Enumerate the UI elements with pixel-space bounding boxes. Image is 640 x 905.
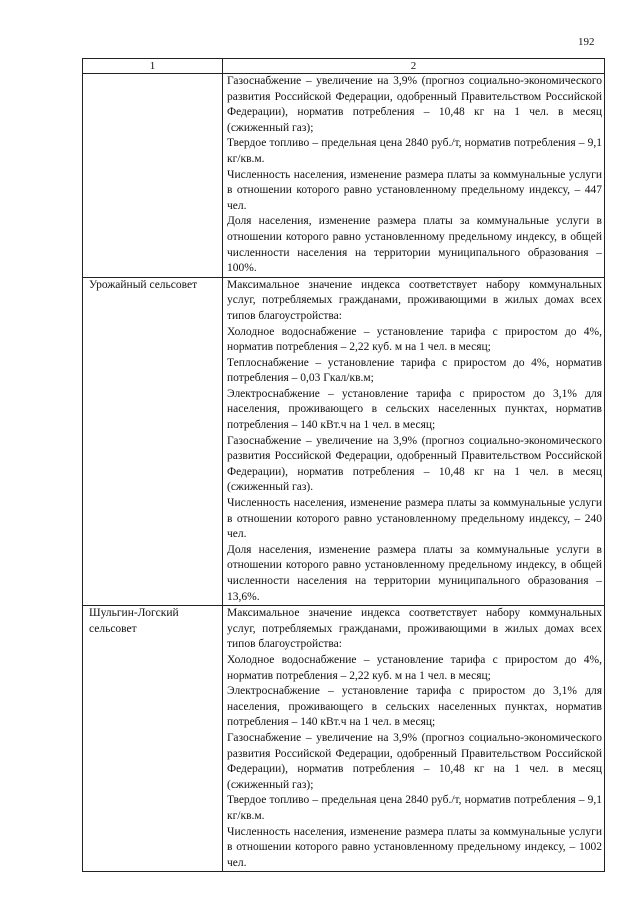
header-col-1: 1 [83, 59, 223, 74]
paragraph: Газоснабжение – увеличение на 3,9% (прогноз социально-экономического развития Российской Федерации, одобренный Правительством Российской Федерации), норматив потребления – 10,48 кг на 1 чел. в месяц (сжиженный газ); [227, 731, 602, 791]
paragraph: Электроснабжение – установление тарифа с приростом до 3,1% для населения, проживающего в сельских населенных пунктах, норматив потребления – 140 кВт.ч на 1 чел. в месяц; [227, 685, 602, 729]
paragraph: Газоснабжение – увеличение на 3,9% (прогноз социально-экономического развития Российской Федерации, одобренный Правительством Российской Федерации), норматив потребления – 10,48 кг на 1 чел. в месяц (сжиженный газ). [227, 434, 602, 494]
paragraph: Холодное водоснабжение – установление тарифа с приростом до 4%, норматив потребления – 2,22 куб. м на 1 чел. в месяц; [227, 653, 602, 682]
paragraph: Электроснабжение – установление тарифа с приростом до 3,1% для населения, проживающего в сельских населенных пунктах, норматив потребления – 140 кВт.ч на 1 чел. в месяц; [227, 387, 602, 432]
paragraph: Холодное водоснабжение – установление тарифа с приростом до 4%, норматив потребления – 2,22 куб. м на 1 чел. в месяц; [227, 325, 602, 354]
table-row [83, 74, 605, 278]
header-col-2: 2 [223, 59, 605, 74]
paragraph: Твердое топливо – предельная цена 2840 руб./т, норматив потребления – 9,1 кг/кв.м. [227, 794, 602, 822]
table-header-row [83, 59, 605, 74]
row-description [223, 606, 605, 872]
paragraph: Численность населения, изменение размера платы за коммунальные услуги в отношении которого равно установленному предельному индексу, – 240 чел. [227, 497, 602, 541]
table-row [83, 277, 605, 605]
paragraph: Максимальное значение индекса соответствует набору коммунальных услуг, потребляемых гражданами, проживающими в жилых домах всех типов благоустройства: [227, 607, 602, 651]
paragraph: Твердое топливо – предельная цена 2840 руб./т, норматив потребления – 9,1 кг/кв.м. [227, 137, 602, 165]
paragraph: Доля населения, изменение размера платы за коммунальные услуги в отношении которого равно установленному предельному индексу, в общей численности населения на территории муниципального образования – 13,6%. [227, 543, 602, 603]
municipality-name: Шульгин-Логский сельсовет [83, 606, 223, 872]
row-description [223, 74, 605, 278]
municipality-name [83, 74, 223, 278]
row-description [223, 277, 605, 605]
municipality-name: Урожайный сельсовет [83, 277, 223, 605]
table-row [83, 606, 605, 872]
paragraph: Численность населения, изменение размера платы за коммунальные услуги в отношении которого равно установленному предельному индексу, – 447 чел. [227, 168, 602, 212]
paragraph: Теплоснабжение – установление тарифа с приростом до 4%, норматив потребления – 0,03 Гкал/кв.м; [227, 356, 602, 385]
index-table [82, 58, 605, 872]
paragraph: Численность населения, изменение размера платы за коммунальные услуги в отношении которого равно установленному предельному индексу, – 1002 чел. [227, 825, 602, 869]
paragraph: Доля населения, изменение размера платы за коммунальные услуги в отношении которого равно установленному предельному индексу, в общей численности населения на территории муниципального образования – 100%. [227, 215, 602, 275]
paragraph: Газоснабжение – увеличение на 3,9% (прогноз социально-экономического развития Российской Федерации, одобренный Правительством Российской Федерации), норматив потребления – 10,48 кг на 1 чел. в месяц (сжиженный газ); [227, 75, 602, 134]
page-number: 192 [578, 36, 595, 48]
paragraph: Максимальное значение индекса соответствует набору коммунальных услуг, потребляемых гражданами, проживающими в жилых домах всех типов благоустройства: [227, 278, 602, 322]
